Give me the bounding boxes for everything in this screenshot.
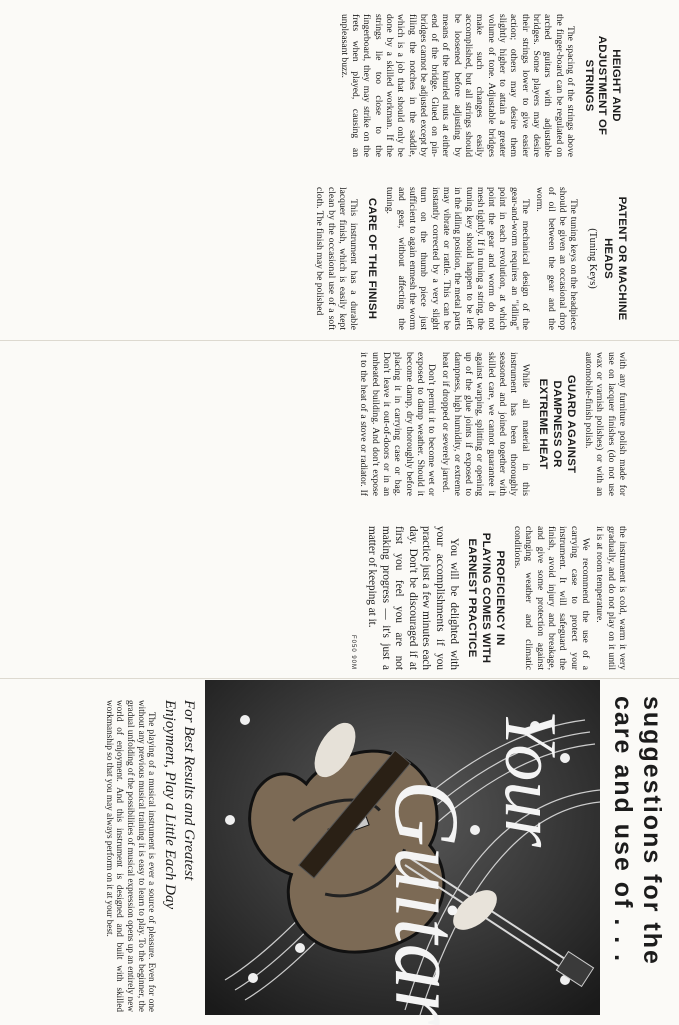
cover-intro (101, 700, 198, 1012)
fold-line (0, 340, 679, 341)
paragraph: We recommend the use of a carrying case to protect your instrument. It will safeguard the finish, avoid injury and breakage, and give some protection against changing weather and climatic conditions. (512, 526, 592, 670)
print-code: F050 90M (350, 634, 357, 670)
cover-script-title (208, 700, 571, 1025)
cover-title-line1: suggestions for the (638, 696, 666, 966)
paragraph: The spacing of the strings above the finger-board can be regulated on arched guitars with adjustable bridges. Some players may desire their strings lower to give easier action; others may desire them slightly higher to attain a greater volume of tone. Adjustable bridges make such changes easily accomplished, but all strings should be loosened before adjusting by means of the knurled nuts at either end of the bridge. Glued on pin-bridges cannot be adjusted except by filing the notches in the saddle, which is a job that should only be done by a skilled workman. If the strings lie too close to the fingerboard, they may strike on the frets when played, causing an unpleasant buzz. (338, 14, 576, 157)
fold-line (0, 678, 679, 679)
tagline-line2: Enjoyment, Play a Little Each Day (162, 700, 179, 910)
panel-middle (62, 352, 628, 670)
paragraph: While all material in this instrument has been thoroughly seasoned and joined together with skilled care, we cannot guarantee it against warping, splitting or opening up of the glue joints if exposed to dampness, high humidity, or extreme heat or if dropped or severely jarred. (440, 352, 531, 496)
paragraph: The playing of a musical instrument is ever a source of pleasure. Even for one without any previous musical training it is easy to learn to play. To the beginner, the gradual unfolding of the possibilities of musical expression opens up an entirely new world of enjoyment. And this instrument is designed and built with skilled workmanship so that you may always perform on it at your best. (104, 700, 158, 1012)
paragraph: The mechanical design of the gear-and-worm requires an "idling" point in each revolution, at which point the gear and worm do not mesh tightly. If in tuning a string, the tuning key should happen to be left in the idling position, the metal parts may vibrate or rattle. This can be instantly corrected by a very slight turn on the thumb piece just sufficient to again enmesh the worm and gear, without affecting the tuning. (384, 187, 532, 330)
heading-machine-heads: PATENT OR MACHINE HEADS (602, 196, 628, 321)
script-guitar: Guitar (376, 780, 478, 1025)
paragraph: Don't permit it to become wet or exposed to damp weather. Should it become damp, dry thoroughly before placing it in carrying case or bag. Don't leave it out-of-doors or in an unheated building. And don't expose it to the heat of a stove or radiator. If the instrument is cold, warm it very gradually, and do not play on it until it is at room temperature. (358, 352, 628, 670)
panel-top (62, 14, 628, 330)
heading-dampness: GUARD AGAINST DAMPNESS OR EXTREME HEAT (537, 374, 577, 474)
paragraph: The tuning keys on the headpiece should be given an occasional drop of oil between the gear and the worm. (534, 187, 580, 330)
heading-strings: HEIGHT AND ADJUSTMENT OF STRINGS (582, 35, 622, 136)
paragraph: This instrument has a durable lacquer finish, which is easily kept clean by the occasional use of a soft cloth. The finish may be polished (314, 187, 360, 330)
cover-title (609, 696, 667, 1016)
heading-proficiency: PROFICIENCY IN PLAYING COMES WITH EARNEST PRACTICE (466, 532, 506, 664)
cover-title-line2: care and use of . . . (609, 696, 638, 964)
script-your: Your (489, 710, 571, 848)
tagline-line1: For Best Results and Greatest (181, 700, 197, 881)
paragraph: You will be delighted with your accomplishments if you practice just a few minutes each day. Don't be discouraged if at first you feel you are not making progress — it's just a matter of keeping at it. (365, 526, 460, 670)
heading-finish: CARE OF THE FINISH (366, 197, 379, 320)
paragraph: with any furniture polish made for use on lacquer finishes (do not use wax or varnish polishes) or with an automobile-finish polish. (583, 352, 628, 496)
subheading-tuning-keys: (Tuning Keys) (586, 228, 598, 289)
